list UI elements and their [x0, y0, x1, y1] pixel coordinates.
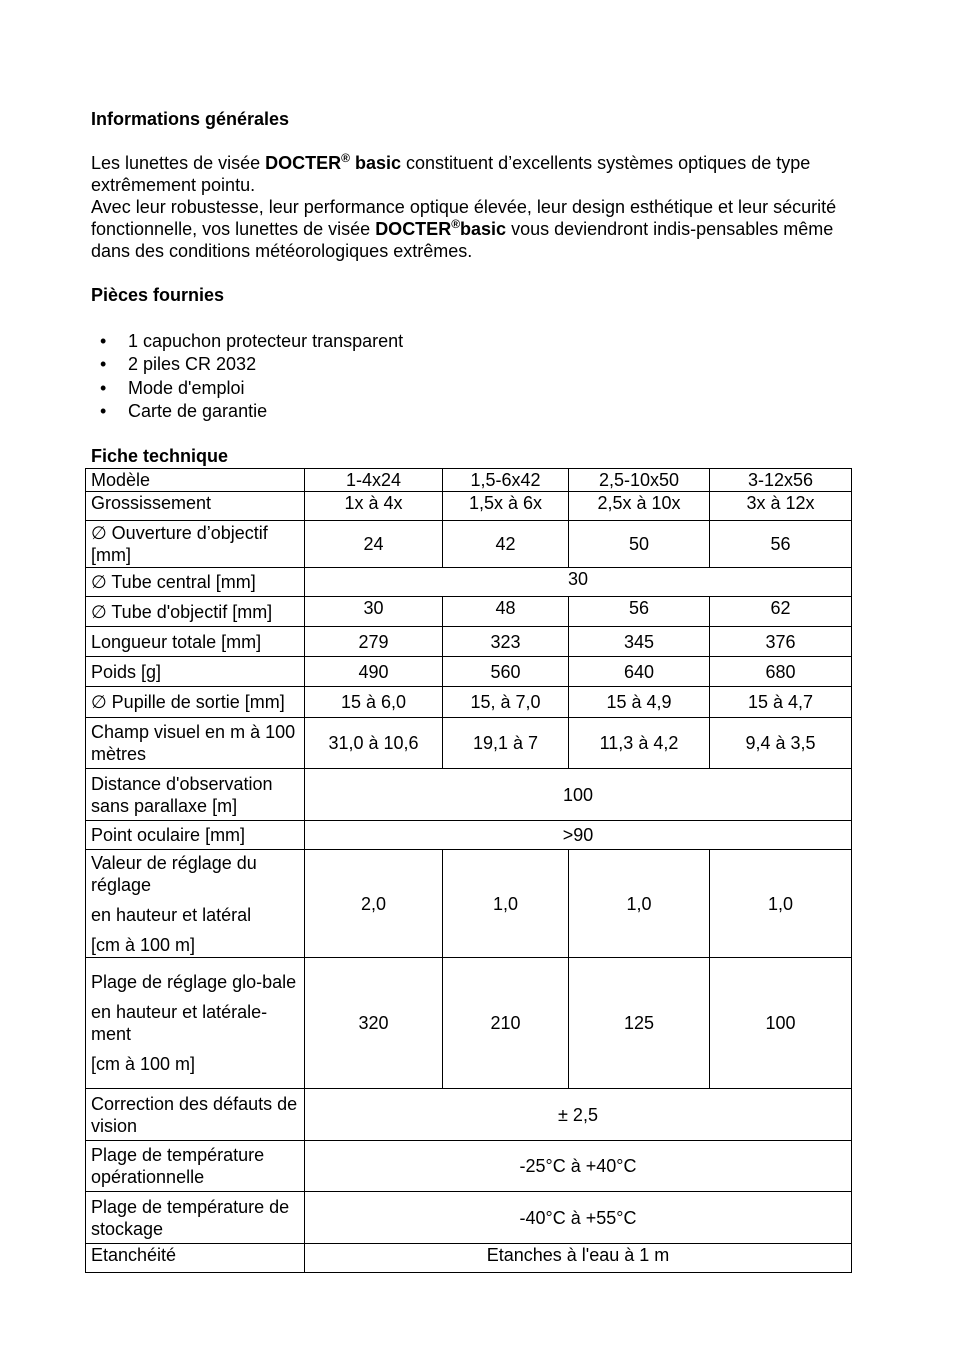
- table-cell: 490: [305, 657, 443, 687]
- row-label: [86, 850, 305, 958]
- table-cell: -40°C à +55°C: [305, 1192, 852, 1244]
- table-cell: 320: [305, 958, 443, 1089]
- table-cell: 680: [710, 657, 852, 687]
- table-cell: 15 à 6,0: [305, 687, 443, 718]
- row-label: ∅ Ouverture d’objectif [mm]: [86, 521, 305, 568]
- table-cell: 56: [710, 521, 852, 568]
- table-row: [86, 1089, 852, 1141]
- list-item: • 2 piles CR 2032: [91, 353, 851, 376]
- row-label: ∅ Tube central [mm]: [86, 568, 305, 597]
- table-row: [86, 521, 852, 568]
- intro-text-b: constituent d’excellents systèmes optiques de type extrêmement pointu.: [91, 153, 811, 195]
- table-row: [86, 850, 852, 958]
- row-label: Plage de température de stockage: [86, 1192, 305, 1244]
- table-row: [86, 687, 852, 718]
- row-label-line: en hauteur et latéral: [91, 904, 252, 925]
- table-cell: 24: [305, 521, 443, 568]
- table-row: [86, 657, 852, 687]
- row-label: Point oculaire [mm]: [86, 821, 305, 850]
- intro-paragraph: [91, 152, 851, 196]
- row-label: Longueur totale [mm]: [86, 627, 305, 657]
- row-label: ∅ Pupille de sortie [mm]: [86, 687, 305, 718]
- model-header: 1,5-6x42: [443, 469, 569, 492]
- table-cell: ± 2,5: [305, 1089, 852, 1141]
- parts-list: [91, 330, 851, 423]
- row-label: Correction des défauts de vision: [86, 1089, 305, 1141]
- row-label: [86, 958, 305, 1089]
- registered-mark: ®: [341, 151, 350, 165]
- table-cell: 62: [710, 597, 852, 627]
- model-header: 2,5-10x50: [569, 469, 710, 492]
- list-item: • Mode d'emploi: [91, 377, 851, 400]
- table-cell: 125: [569, 958, 710, 1089]
- table-row: [86, 769, 852, 821]
- features-text-b: vous deviendront indis-pensables même dans des conditions météorologiques extrêmes.: [91, 219, 834, 261]
- specs-heading: Fiche technique: [91, 446, 229, 467]
- table-cell: 376: [710, 627, 852, 657]
- table-cell: 15 à 4,7: [710, 687, 852, 718]
- table-cell: 1,5x à 6x: [443, 492, 569, 521]
- table-cell: 30: [305, 597, 443, 627]
- model-name: basic: [460, 219, 507, 239]
- table-cell: 42: [443, 521, 569, 568]
- row-label: Champ visuel en m à 100 mètres: [86, 718, 305, 769]
- features-text-a: Avec leur robustesse, leur performance optique élevée, leur design esthétique et leur sécurité fonctionnelle, vos lunettes de visée: [91, 197, 837, 239]
- table-cell: 560: [443, 657, 569, 687]
- registered-mark: ®: [451, 217, 461, 231]
- table-row: [86, 568, 852, 597]
- general-info-heading: Informations générales: [91, 109, 290, 129]
- model-name: basic: [354, 153, 402, 173]
- table-cell: 100: [710, 958, 852, 1089]
- specs-table: [85, 468, 852, 1273]
- table-cell: 11,3 à 4,2: [569, 718, 710, 769]
- table-cell: 15, à 7,0: [443, 687, 569, 718]
- table-cell: 1,0: [569, 850, 710, 958]
- row-label: Distance d'observation sans parallaxe [m]: [86, 769, 305, 821]
- row-label: Plage de température opérationnelle: [86, 1141, 305, 1192]
- table-row: [86, 1141, 852, 1192]
- table-cell: 9,4 à 3,5: [710, 718, 852, 769]
- table-row: [86, 958, 852, 1089]
- table-cell: 323: [443, 627, 569, 657]
- row-label-line: Valeur de réglage du réglage: [91, 852, 257, 895]
- document-page: [91, 108, 851, 467]
- features-paragraph: [91, 196, 851, 262]
- table-cell: 100: [305, 769, 852, 821]
- brand-name: DOCTER: [375, 219, 452, 239]
- table-cell: 2,0: [305, 850, 443, 958]
- row-label-line: Plage de réglage glo-bale: [91, 972, 297, 992]
- row-label-line: en hauteur et latérale-ment: [91, 1002, 268, 1044]
- table-cell: 640: [569, 657, 710, 687]
- table-cell: 2,5x à 10x: [569, 492, 710, 521]
- row-label: Poids [g]: [86, 657, 305, 687]
- table-cell: 345: [569, 627, 710, 657]
- row-label-line: [cm à 100 m]: [91, 1054, 196, 1074]
- table-row: [86, 469, 852, 492]
- table-cell: 279: [305, 627, 443, 657]
- table-cell: 15 à 4,9: [569, 687, 710, 718]
- row-label-line: [cm à 100 m]: [91, 934, 196, 955]
- row-label: Grossissement: [86, 492, 305, 521]
- table-row: [86, 627, 852, 657]
- parts-heading: Pièces fournies: [91, 285, 225, 305]
- table-row: [86, 718, 852, 769]
- list-item: • Carte de garantie: [91, 400, 851, 423]
- model-header: 3-12x56: [710, 469, 852, 492]
- brand-name: DOCTER: [265, 153, 342, 173]
- table-cell: >90: [305, 821, 852, 850]
- table-cell: 30: [305, 568, 852, 597]
- table-row: [86, 597, 852, 627]
- table-cell: 1,0: [443, 850, 569, 958]
- table-cell: Etanches à l'eau à 1 m: [305, 1244, 852, 1273]
- table-row: [86, 1192, 852, 1244]
- table-cell: 50: [569, 521, 710, 568]
- table-cell: 31,0 à 10,6: [305, 718, 443, 769]
- intro-text-a: Les lunettes de visée: [91, 153, 266, 173]
- table-cell: 56: [569, 597, 710, 627]
- table-cell: 19,1 à 7: [443, 718, 569, 769]
- table-cell: 48: [443, 597, 569, 627]
- table-cell: 3x à 12x: [710, 492, 852, 521]
- list-item: • 1 capuchon protecteur transparent: [91, 330, 851, 353]
- table-row: [86, 1244, 852, 1273]
- row-label: ∅ Tube d'objectif [mm]: [86, 597, 305, 627]
- table-row: [86, 821, 852, 850]
- model-header: 1-4x24: [305, 469, 443, 492]
- row-label: Modèle: [86, 469, 305, 492]
- table-cell: 1,0: [710, 850, 852, 958]
- table-cell: 210: [443, 958, 569, 1089]
- table-cell: 1x à 4x: [305, 492, 443, 521]
- table-cell: -25°C à +40°C: [305, 1141, 852, 1192]
- row-label: Etanchéité: [86, 1244, 305, 1273]
- table-row: [86, 492, 852, 521]
